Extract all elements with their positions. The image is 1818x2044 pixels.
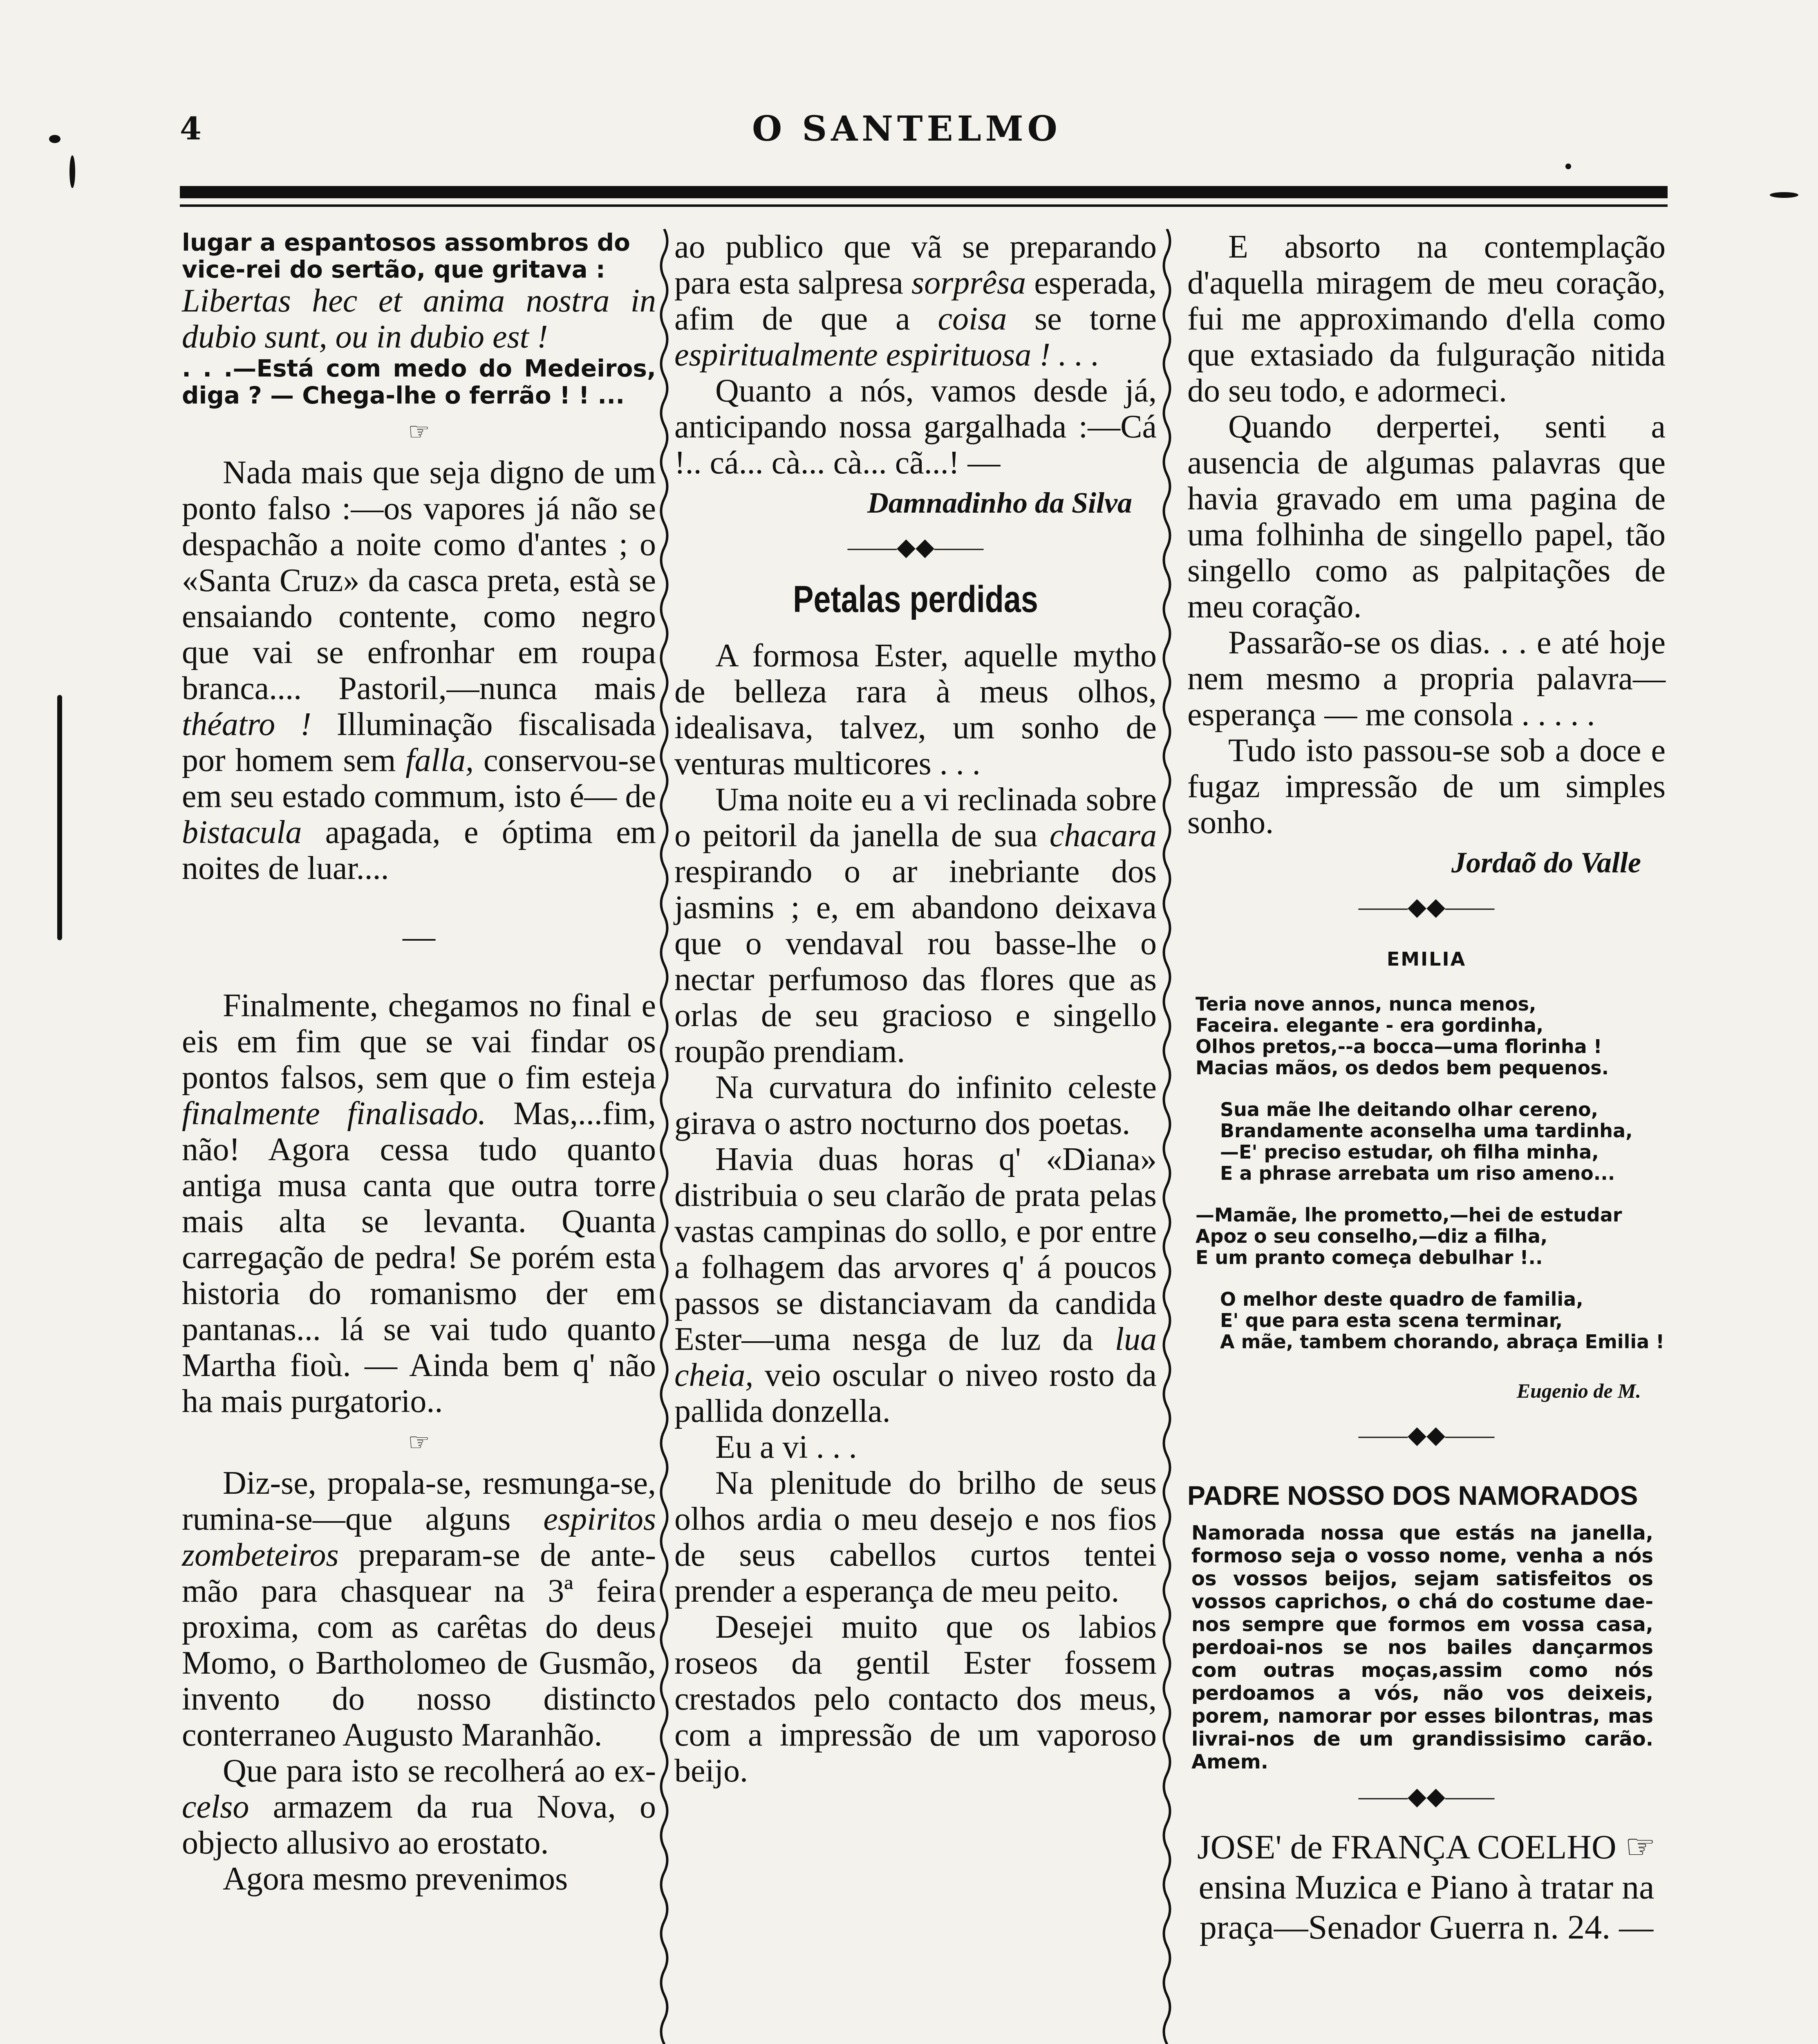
poem-line: Apoz o seu conselho,—diz a filha, bbox=[1196, 1225, 1548, 1247]
paragraph: Diz-se, propala-se, resmunga-se, rumina-se—que alguns espiritos zombeteiros preparam-se de ante-mão para chasquear na 3ª feira proxima, com as carêtas do deus Momo, o Bartholomeo de Gusmão, invento do nosso distincto conterraneo Augusto Maranhão. bbox=[182, 1465, 656, 1753]
poem-line: E um pranto começa debulhar !.. bbox=[1196, 1246, 1543, 1269]
paragraph: Na plenitude do brilho de seus olhos ardia o meu desejo e nos fios de seus cabellos curtos tentei prender a esperança de meu peito. bbox=[674, 1465, 1157, 1609]
paragraph: Namorada nossa que estás na janella, formoso seja o vosso nome, venha a nós os vossos beijos, sejam satisfeitos os vossos caprichos, o chá do costume dae-nos sempre que formos em vossa casa, perdoai-nos se nos bailes dançarmos com outras moças,assim como nós perdoamos a vós, não vos deixeis, porem, namorar por esses bilontras, mas livrai-nos de um grandissisimo carão. Amem. bbox=[1191, 1522, 1653, 1773]
ink-speck bbox=[49, 135, 60, 143]
poem-line: Macias mãos, os dedos bem pequenos. bbox=[1196, 1057, 1609, 1079]
ink-speck bbox=[1565, 164, 1571, 169]
poem-title: EMILIA bbox=[1386, 948, 1466, 970]
poem-line: E' que para esta scena terminar, bbox=[1220, 1309, 1563, 1331]
column-3 bbox=[1187, 229, 1666, 1948]
paragraph: Quando derpertei, senti a ausencia de algumas palavras que havia gravado em uma pagina de uma folhinha de singello papel, tão singello como as palpitações de meu coração. bbox=[1187, 409, 1666, 625]
poem-line: Teria nove annos, nunca menos, bbox=[1196, 993, 1536, 1015]
paragraph: Na curvatura do infinito celeste girava o astro nocturno dos poetas. bbox=[674, 1069, 1157, 1141]
section-heading: Petalas perdidas bbox=[793, 578, 1038, 620]
paragraph: Quanto a nós, vamos desde já, anticipando nossa gargalhada :—Cá !.. cá... cà... cà... cã...! — bbox=[674, 373, 1157, 481]
intro-line: lugar a espantosos assombros do bbox=[182, 229, 630, 256]
poem-line: Faceira. elegante - era gordinha, bbox=[1196, 1014, 1544, 1036]
poem-line: Brandamente aconselha uma tardinha, bbox=[1220, 1120, 1633, 1142]
ink-speck bbox=[1770, 192, 1798, 198]
header-rule bbox=[180, 186, 1668, 198]
signature: Jordaõ do Valle bbox=[1451, 846, 1641, 879]
paragraph: Tudo isto passou-se sob a doce e fugaz impressão de um simples sonho. bbox=[1187, 733, 1666, 840]
pointing-hand-icon: ☞ bbox=[408, 1428, 430, 1457]
poem-line: —E' preciso estudar, oh filha minha, bbox=[1220, 1141, 1599, 1163]
poem-line: Olhos pretos,--a bocca—uma florinha ! bbox=[1196, 1035, 1602, 1058]
paragraph: ao publico que vã se preparando para esta salpresa sorprêsa esperada, afim de que a coisa se torne espiritualmente espirituosa ! . . . bbox=[674, 229, 1157, 373]
paragraph: Nada mais que seja digno de um ponto falso :—os vapores já não se despachão a noite como d'antes ; o «Santa Cruz» da casca preta, està se ensaiando contente, como negro que vai se enfronhar em roupa branca.... Pastoril,—nunca mais théatro ! Illuminação fiscalisada por homem sem falla, conservou-se em seu estado commum, isto é— de bistacula apagada, e óptima em noites de luar.... bbox=[182, 455, 656, 886]
paragraph: Eu a vi . . . bbox=[715, 1429, 857, 1465]
poem-line: A mãe, tambem chorando, abraça Emilia ! bbox=[1220, 1331, 1665, 1353]
paragraph: Que para isto se recolherá ao ex-celso armazem da rua Nova, o objecto allusivo ao erostato. bbox=[182, 1753, 656, 1861]
page-number: 4 bbox=[180, 110, 202, 147]
dash-divider: — bbox=[403, 919, 435, 955]
ornamental-rule: ——◆◆—— bbox=[847, 533, 984, 560]
column-separator bbox=[656, 229, 672, 2044]
poem-stanza bbox=[1220, 1099, 1666, 1184]
paragraph: Agora mesmo prevenimos bbox=[223, 1861, 568, 1897]
ornamental-rule: ——◆◆—— bbox=[1358, 1421, 1495, 1448]
latin-quote: Libertas hec et anima nostra in dubio sunt, ou in dubio est ! bbox=[182, 283, 656, 355]
poem-line: O melhor deste quadro de familia, bbox=[1220, 1288, 1583, 1310]
paragraph: A formosa Ester, aquelle mytho de belleza rara à meus olhos, idealisava, talvez, um sonho de venturas multicores . . . bbox=[674, 638, 1157, 782]
ink-speck bbox=[69, 155, 75, 188]
poem-line: E a phrase arrebata um riso ameno... bbox=[1220, 1162, 1615, 1184]
paragraph: Uma noite eu a vi reclinada sobre o peitoril da janella de sua chacara respirando o ar inebriante dos jasmins ; e, em abandono deixava que o vendaval rou basse-lhe o nectar perfumoso das flores que as orlas de seu gracioso e singello roupão prendiam. bbox=[674, 782, 1157, 1069]
signature: Eugenio de M. bbox=[1516, 1379, 1641, 1402]
poem-stanza bbox=[1196, 993, 1666, 1078]
ornamental-rule: ——◆◆—— bbox=[1358, 893, 1495, 920]
intro-line: vice-rei do sertão, que gritava : bbox=[182, 256, 605, 283]
poem-stanza bbox=[1220, 1289, 1666, 1352]
pointing-hand-icon: ☞ bbox=[408, 417, 430, 446]
dialogue-line: . . .—Está com medo do Medeiros, diga ? — Chega-lhe o ferrão ! ! ... bbox=[182, 354, 656, 409]
poem-line: —Mamãe, lhe prometto,—hei de estudar bbox=[1196, 1204, 1622, 1226]
column-1 bbox=[182, 229, 656, 1897]
pointing-hand-icon: ☞ bbox=[1625, 1827, 1656, 1867]
column-separator bbox=[1159, 229, 1175, 2044]
section-heading: PADRE NOSSO DOS NAMORADOS bbox=[1187, 1480, 1638, 1511]
paragraph: Havia duas horas q' «Diana» distribuia o seu clarão de prata pelas vastas campinas do sollo, e por entre a folhagem das arvores q' á poucos passos se distanciavam da candida Ester—uma nesga de luz da lua cheia, veio oscular o niveo rosto da pallida donzella. bbox=[674, 1141, 1157, 1429]
ink-speck bbox=[57, 695, 62, 940]
header-rule-thin bbox=[180, 204, 1668, 207]
signature: Damnadinho da Silva bbox=[867, 486, 1132, 519]
newspaper-title: O SANTELMO bbox=[752, 108, 1061, 149]
column-2 bbox=[674, 229, 1157, 1789]
paragraph: Desejei muito que os labios roseos da gentil Ester fossem crestados pelo contacto dos meus, com a impressão de um vaporoso beijo. bbox=[674, 1609, 1157, 1789]
paragraph: Finalmente, chegamos no final e eis em fim que se vai findar os pontos falsos, sem que o fim esteja finalmente finalisado. Mas,...fim, não! Agora cessa tudo quanto antiga musa canta que outra torre mais alta se levanta. Quanta carregação de pedra! Se porém esta historia do romanismo der em pantanas... lá se vai tudo quanto Martha fioù. — Ainda bem q' não ha mais purgatorio.. bbox=[182, 988, 656, 1419]
advertisement: JOSE' de FRANÇA COELHO ☞ ensina Muzica e Piano à tratar na praça—Senador Guerra n. 24. — bbox=[1197, 1827, 1656, 1946]
poem-stanza bbox=[1196, 1204, 1666, 1268]
paragraph: E absorto na contemplação d'aquella miragem de meu coração, fui me approximando d'ella como que extasiado da fulguração nitida do seu todo, e adormeci. bbox=[1187, 229, 1666, 409]
poem-line: Sua mãe lhe deitando olhar cereno, bbox=[1220, 1098, 1599, 1121]
paragraph: Passarão-se os dias. . . e até hoje nem mesmo a propria palavra— esperança — me consola . . . . . bbox=[1187, 625, 1666, 733]
ornamental-rule: ——◆◆—— bbox=[1358, 1783, 1495, 1810]
